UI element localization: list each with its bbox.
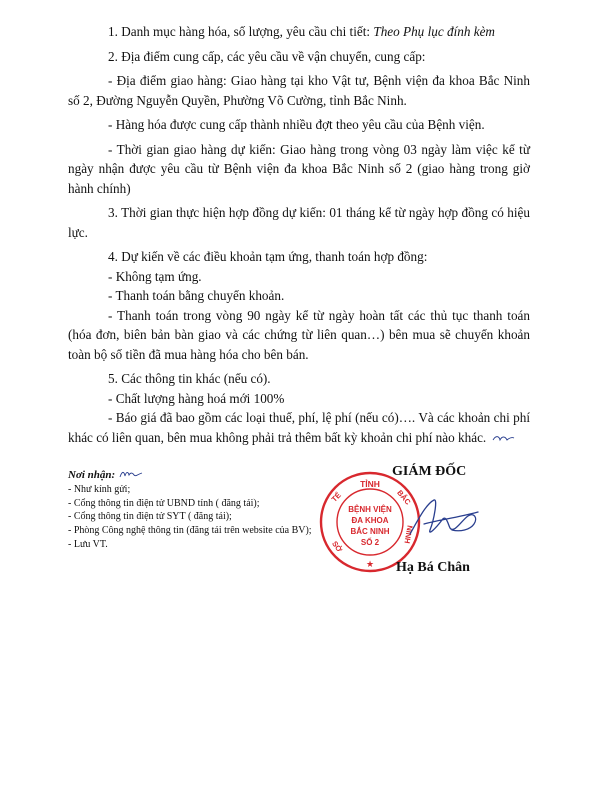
- recipient-item: - Phòng Công nghệ thông tin (đăng tải trên website của BV);: [68, 525, 312, 537]
- paragraph: [68, 115, 530, 135]
- paragraph: [68, 140, 530, 199]
- paragraph: [68, 247, 530, 267]
- paragraph-text: 4. Dự kiến về các điều khoản tạm ứng, thanh toán hợp đồng:: [108, 249, 428, 264]
- seal-line-3: BẮC NINH: [350, 527, 390, 536]
- paragraph: [68, 203, 530, 242]
- paragraph: [68, 71, 530, 110]
- recipients-title: [68, 468, 348, 483]
- recipients-list: [68, 483, 348, 552]
- paragraph-text: - Thanh toán trong vòng 90 ngày kể từ ngày hoàn tất các thủ tục thanh toán (hóa đơn, biên bản bàn giao và các chứng từ liên quan…) bên mua sẽ chuyển khoản toàn bộ số tiền đã mua hàng hóa cho bên bán.: [68, 307, 530, 362]
- seal-line-2: ĐA KHOA: [351, 516, 389, 525]
- paragraph-text: 1. Danh mục hàng hóa, số lượng, yêu cầu chi tiết:: [108, 24, 374, 39]
- paragraph: [68, 369, 530, 389]
- signer-title: GIÁM ĐỐC: [392, 464, 467, 479]
- recipients-title-text: Nơi nhận:: [68, 469, 116, 481]
- recipient-item: - Cổng thông tin điện tử UBND tỉnh ( đăng tải);: [68, 497, 260, 509]
- paragraph-text: - Báo giá đã bao gồm các loại thuế, phí, lệ phí (nếu có)…. Và các khoản chi phí khác có liên quan, bên mua không phải trả thêm bất kỳ khoản chi phí nào khác.: [68, 410, 530, 445]
- seal-line-4: SỐ 2: [360, 538, 380, 547]
- seal-star-icon: ★: [365, 560, 375, 570]
- paragraph-text: - Thanh toán bằng chuyển khoản.: [108, 288, 285, 303]
- paragraph-text: - Không tạm ứng.: [108, 268, 202, 284]
- seal-top-text: TỈNH: [360, 479, 380, 489]
- initials-mark-icon: [490, 432, 516, 444]
- initials-mark-icon: [118, 468, 144, 480]
- recipients-block: [68, 468, 348, 552]
- paragraph-text: 3. Thời gian thực hiện hợp đồng dự kiến: 01 tháng kể từ ngày hợp đồng có hiệu lực.: [68, 205, 530, 240]
- document-body: [68, 22, 530, 452]
- paragraph: [68, 306, 530, 365]
- paragraph: [68, 47, 530, 67]
- seal-left-text-2: SỞ: [330, 539, 345, 554]
- seal-left-text: TẾ: [329, 490, 343, 504]
- recipient-item: - Như kính gửi;: [68, 483, 131, 495]
- paragraph: [68, 389, 530, 409]
- paragraph-text: - Hàng hóa được cung cấp thành nhiều đợt theo yêu cầu của Bệnh viện.: [108, 117, 485, 132]
- paragraph-italic-text: Theo Phụ lục đính kèm: [373, 24, 495, 39]
- paragraph: [68, 286, 530, 306]
- paragraph-text: 5. Các thông tin khác (nếu có).: [108, 371, 271, 386]
- seal-right-text: BẮC: [395, 488, 413, 507]
- signature-block: [318, 462, 518, 582]
- paragraph-text: - Địa điểm giao hàng: Giao hàng tại kho Vật tư, Bệnh viện đa khoa Bắc Ninh số 2, Đường Nguyễn Quyền, Phường Võ Cường, tỉnh Bắc Ninh.: [68, 73, 530, 108]
- paragraph: [68, 408, 530, 447]
- seal-line-1: BỆNH VIỆN: [348, 505, 392, 514]
- paragraph-text: - Chất lượng hàng hoá mới 100%: [108, 390, 285, 406]
- paragraph: [68, 267, 530, 287]
- paragraph-text: 2. Địa điểm cung cấp, các yêu cầu về vận chuyển, cung cấp:: [108, 48, 426, 64]
- paragraph-text: - Thời gian giao hàng dự kiến: Giao hàng trong vòng 03 ngày làm việc kể từ ngày nhận được yêu cầu từ Bệnh viện đa khoa Bắc Ninh số 2 (giao hàng trong giờ hành chính): [68, 141, 530, 196]
- recipient-item: - Cổng thông tin điện tử SYT ( đăng tải);: [68, 511, 232, 523]
- seal-right-text-2: NINH: [402, 524, 415, 545]
- recipient-item: - Lưu VT.: [68, 538, 108, 550]
- paragraph: [68, 22, 530, 42]
- handwritten-signature-icon: [404, 490, 484, 546]
- signer-name: Hạ Bá Chân: [396, 560, 470, 575]
